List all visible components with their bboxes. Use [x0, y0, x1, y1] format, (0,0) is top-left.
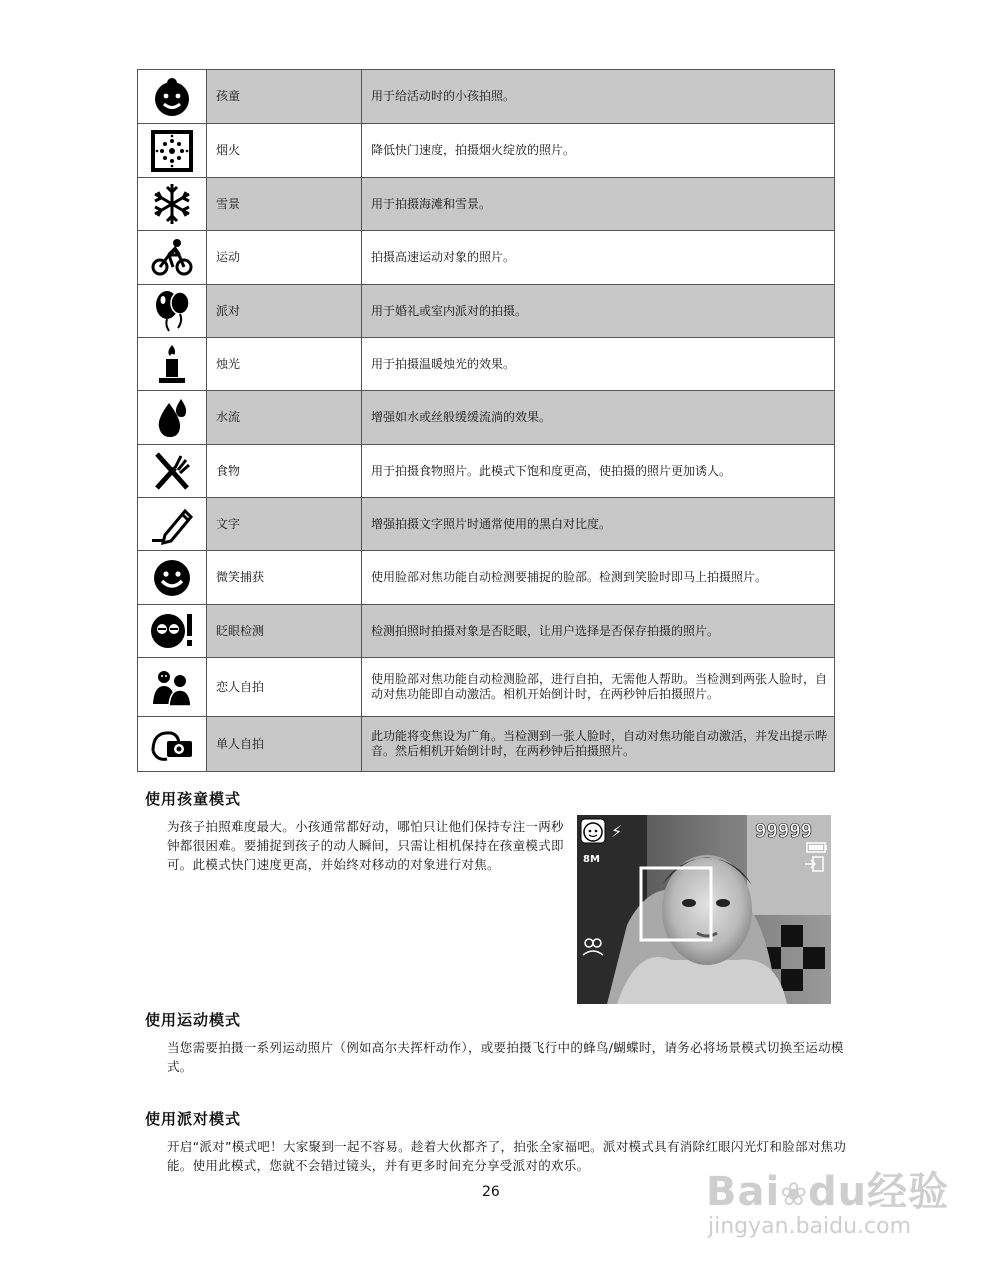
mode-row — [138, 717, 835, 772]
mode-description: 拍摄高速运动对象的照片。 — [362, 231, 835, 285]
mode-description: 增强如水或丝般缓缓流淌的效果。 — [362, 391, 835, 445]
page-number: 26 — [482, 1184, 500, 1200]
mode-name: 眨眼检测 — [207, 605, 362, 658]
mode-row — [138, 391, 835, 445]
mode-row — [138, 551, 835, 605]
couple-icon — [138, 658, 207, 717]
mode-row — [138, 498, 835, 551]
mode-row — [138, 445, 835, 498]
watermark-brand-suffix: du — [808, 1169, 868, 1215]
mode-name: 孩童 — [207, 70, 362, 124]
mode-description: 使用脸部对焦功能自动检测脸部，进行自拍，无需他人帮助。当检测到两张人脸时，自动对焦功能即自动激活。相机开始倒计时，在两秒钟后拍摄照片。 — [362, 658, 835, 717]
scene-mode-table — [137, 69, 835, 772]
mode-description: 用于婚礼或室内派对的拍摄。 — [362, 285, 835, 338]
watermark-brand-prefix: Bai — [706, 1169, 781, 1215]
section-body-party: 开启“派对”模式吧！大家聚到一起不容易。趁着大伙都齐了，拍张全家福吧。派对模式具有消除红眼闪光灯和脸部对焦功能。使用此模式，您就不会错过镜头，并有更多时间充分享受派对的欢乐。 — [167, 1139, 847, 1173]
mode-name: 单人自拍 — [207, 717, 362, 772]
mode-name: 烟火 — [207, 124, 362, 178]
flash-off-icon: ⚡ — [611, 822, 623, 841]
baidu-watermark — [700, 1160, 980, 1260]
mode-name: 派对 — [207, 285, 362, 338]
mode-row — [138, 605, 835, 658]
mode-name: 恋人自拍 — [207, 658, 362, 717]
candle-icon — [138, 338, 207, 391]
mode-row — [138, 178, 835, 231]
mode-name: 雪景 — [207, 178, 362, 231]
section-heading-sports: 使用运动模式 — [145, 1011, 242, 1029]
mode-row — [138, 285, 835, 338]
snowflake-icon — [138, 178, 207, 231]
mode-description: 用于拍摄温暖烛光的效果。 — [362, 338, 835, 391]
water-drops-icon — [138, 391, 207, 445]
mode-name: 烛光 — [207, 338, 362, 391]
mode-name: 水流 — [207, 391, 362, 445]
section-heading-party: 使用派对模式 — [145, 1110, 242, 1128]
self-portrait-icon — [138, 717, 207, 772]
mode-description: 增强拍摄文字照片时通常使用的黑白对比度。 — [362, 498, 835, 551]
blink-detect-icon — [138, 605, 207, 658]
watermark-url: jingyan.baidu.com — [708, 1214, 912, 1239]
section-body-sports: 当您需要拍摄一系列运动照片（例如高尔夫挥杆动作），或要拍摄飞行中的蜂鸟/蝴蝶时，请务必将场景模式切换至运动模式。 — [167, 1040, 844, 1074]
mode-row — [138, 70, 835, 124]
image-size-label: 8M — [583, 854, 600, 865]
pencil-icon — [138, 498, 207, 551]
cyclist-icon — [138, 231, 207, 285]
knife-fork-icon — [138, 445, 207, 498]
shot-counter: 99999 — [755, 820, 813, 842]
mode-description: 用于拍摄食物照片。此模式下饱和度更高，使拍摄的照片更加诱人。 — [362, 445, 835, 498]
section-body-child: 为孩子拍照难度最大。小孩通常都好动，哪怕只让他们保持专注一两秒钟都很困难。要捕捉到孩子的动人瞬间，只需让相机保持在孩童模式即可。此模式快门速度更高，并始终对移动的对象进行对焦。 — [167, 819, 564, 872]
child-mode-osd-icon — [581, 819, 605, 843]
mode-row — [138, 658, 835, 717]
mode-description: 使用脸部对焦功能自动检测要捕捉的脸部。检测到笑脸时即马上拍摄照片。 — [362, 551, 835, 605]
mode-row — [138, 231, 835, 285]
mode-description: 降低快门速度，拍摄烟火绽放的照片。 — [362, 124, 835, 178]
mode-name: 文字 — [207, 498, 362, 551]
camera-preview-photo — [577, 815, 831, 1004]
watermark-brand — [706, 1160, 949, 1217]
mode-description: 用于拍摄海滩和雪景。 — [362, 178, 835, 231]
mode-row — [138, 338, 835, 391]
balloons-icon — [138, 285, 207, 338]
paw-icon: ❀ — [780, 1175, 809, 1213]
mode-description: 此功能将变焦设为广角。当检测到一张人脸时，自动对焦功能自动激活，并发出提示哔音。然后相机开始倒计时，在两秒钟后拍摄照片。 — [362, 717, 835, 772]
child-face-icon — [138, 70, 207, 124]
watermark-brand-cn: 经验 — [867, 1169, 950, 1215]
mode-name: 食物 — [207, 445, 362, 498]
mode-name: 运动 — [207, 231, 362, 285]
smile-face-icon — [138, 551, 207, 605]
section-heading-child: 使用孩童模式 — [145, 790, 242, 808]
mode-description: 检测拍照时拍摄对象是否眨眼，让用户选择是否保存拍摄的照片。 — [362, 605, 835, 658]
fireworks-icon — [138, 124, 207, 178]
mode-row — [138, 124, 835, 178]
mode-description: 用于给活动时的小孩拍照。 — [362, 70, 835, 124]
mode-name: 微笑捕获 — [207, 551, 362, 605]
